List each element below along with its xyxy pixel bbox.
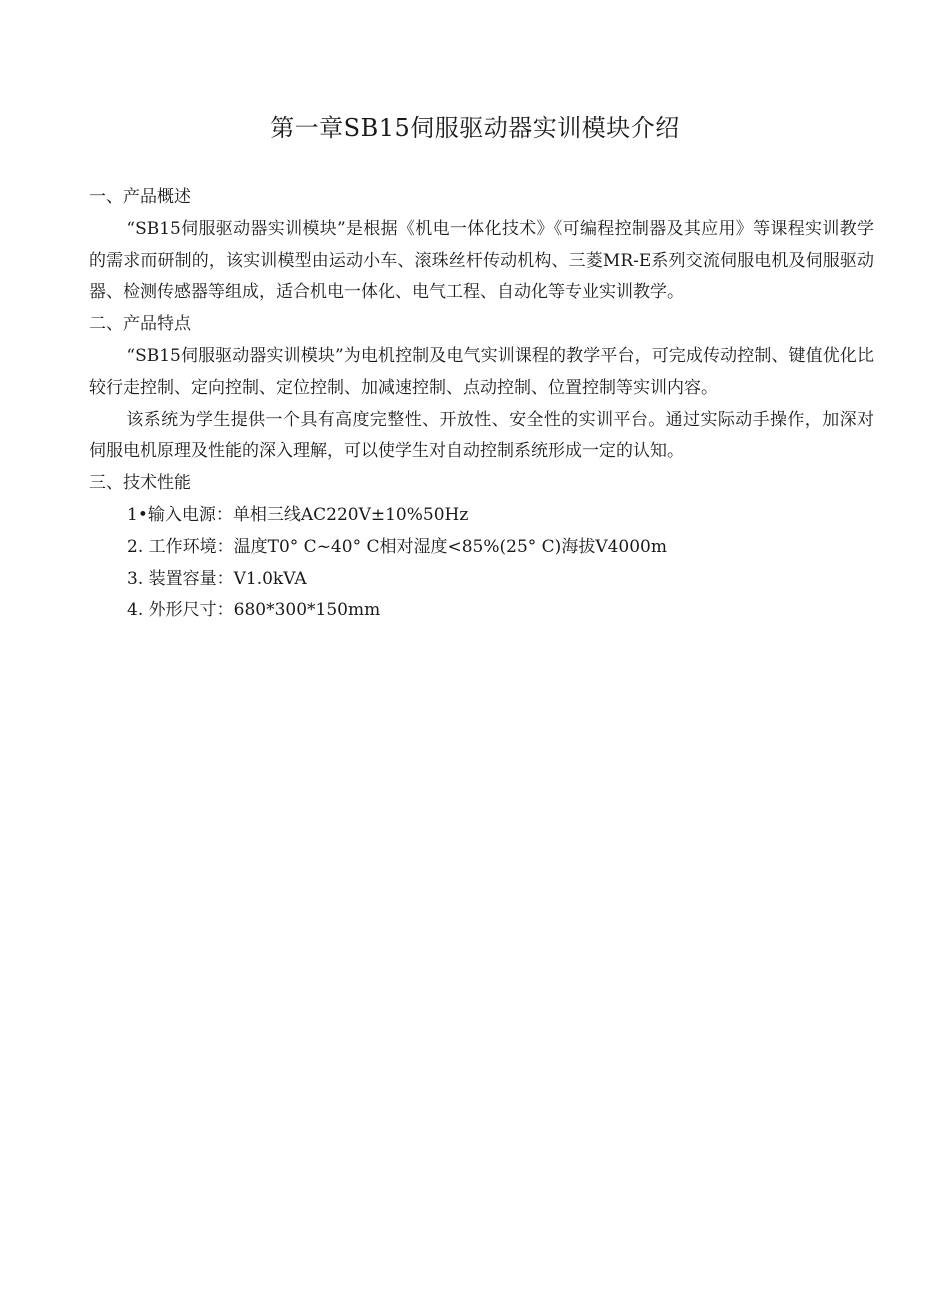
spec-item-dimensions: 4. 外形尺寸：680*300*150mm <box>127 600 381 621</box>
section-heading-features: 二、产品特点 <box>89 314 191 335</box>
page-title: 第一章SB15伺服驱动器实训模块介绍 <box>270 114 680 142</box>
section-heading-specs: 三、技术性能 <box>89 473 191 494</box>
document-body <box>89 182 874 627</box>
spec-item-environment: 2. 工作环境：温度T0° C~40° C相对湿度<85%(25° C)海拔V4000m <box>127 536 667 557</box>
features-paragraph-2: 该系统为学生提供一个具有高度完整性、开放性、安全性的实训平台。通过实际动手操作，加深对伺服电机原理及性能的深入理解，可以使学生对自动控制系统形成一定的认知。 <box>89 409 874 462</box>
overview-paragraph: “SB15伺服驱动器实训模块”是根据《机电一体化技术》《可编程控制器及其应用》等课程实训教学的需求而研制的，该实训模型由运动小车、滚珠丝杆传动机构、三菱MR-E系列交流伺服电机及伺服驱动器、检测传感器等组成，适合机电一体化、电气工程、自动化等专业实训教学。 <box>89 218 874 303</box>
section-heading-overview: 一、产品概述 <box>89 187 191 207</box>
spec-item-capacity: 3. 装置容量：V1.0kVA <box>127 568 307 589</box>
spec-item-power: 1•输入电源：单相三线AC220V±10%50Hz <box>127 504 469 525</box>
features-paragraph-1: “SB15伺服驱动器实训模块”为电机控制及电气实训课程的教学平台，可完成传动控制、键值优化比较行走控制、定向控制、定位控制、加减速控制、点动控制、位置控制等实训内容。 <box>89 345 874 398</box>
